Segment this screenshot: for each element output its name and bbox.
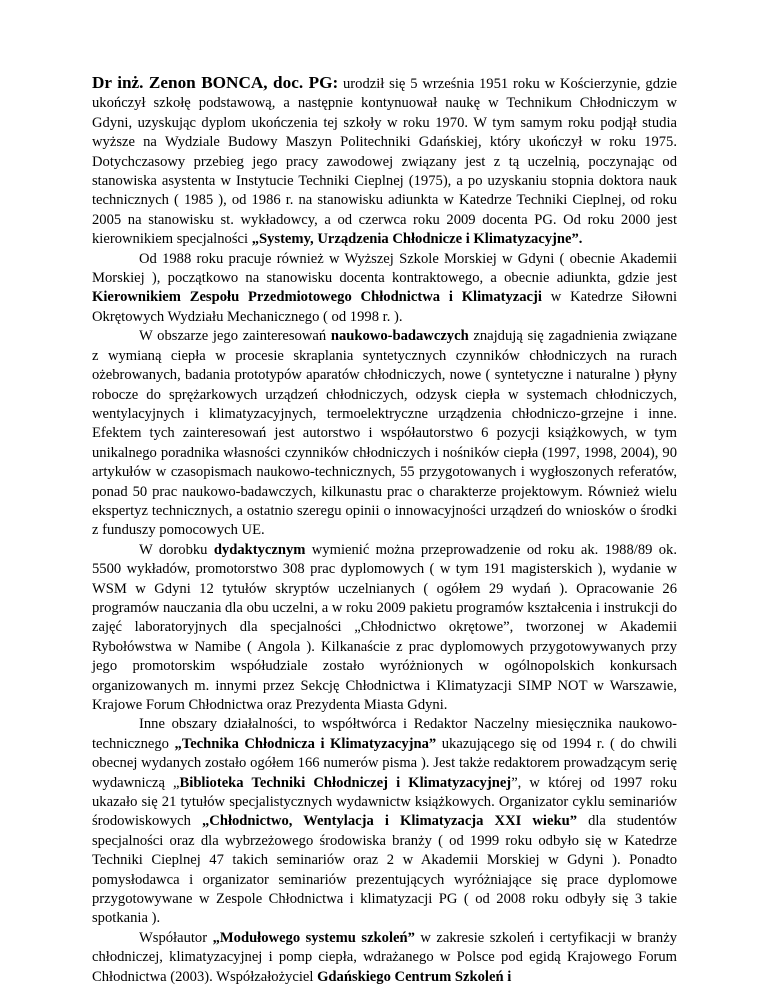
teaching-keyword: dydaktycznym <box>213 541 306 558</box>
book-series-name: Biblioteka Techniki Chłodniczej i Klimatyzacyjnej <box>179 774 512 791</box>
seminar-series-name: „Chłodnictwo, Wentylacja i Klimatyzacja XXI wieku” <box>202 813 577 830</box>
employment-text-1: Od 1988 roku pracuje również w Wyższej Szkole Morskiej w Gdyni ( obecnie Akademii Morskiej ), początkowo na stanowisku docenta kontraktowego, a obecnie adiunkta, gdzie jest <box>92 250 677 287</box>
research-keyword: naukowo-badawczych <box>330 328 469 345</box>
training-center-name: Gdańskiego Centrum Szkoleń i <box>317 968 512 985</box>
other-text-1: Inne obszary działalności, to współtwórca i Redaktor Naczelny miesięcznika naukowo-technicznego <box>92 716 677 752</box>
biography-intro-paragraph <box>92 73 677 250</box>
training-system-name: „Modułowego systemu szkoleń” <box>212 929 415 946</box>
journal-name: „Technika Chłodnicza i Klimatyzacyjna” <box>174 735 437 752</box>
research-text-1: W obszarze jego zainteresowań <box>139 328 331 345</box>
teaching-paragraph <box>92 541 677 716</box>
employment-text-2: w Katedrze Siłowni Okrętowych Wydziału Mechanicznego ( od 1998 r. ). <box>92 289 678 325</box>
specialty-name: „Systemy, Urządzenia Chłodnicze i Klimatyzacyjne”. <box>251 231 583 248</box>
training-text-1: Współautor <box>139 929 213 946</box>
other-text-3: ”, w której od 1997 roku ukazało się 21 tytułów specjalistycznych wydawnictw książkowych. Organizator cyklu seminariów środowiskowych <box>92 774 678 830</box>
intro-text: urodził się 5 września 1951 roku w Kościerzynie, gdzie ukończył szkołę podstawową, a następnie kontynuował naukę w Technikum Chłodniczym w Gdyni, uzyskując dyplom ukończenia tej szkoły w roku 1970. W tym samym roku podjął studia wyższe na Wydziale Budowy Maszyn Politechniki Gdańskiej, który ukończył w roku 1975. Dotychczasowy przebieg jego pracy zawodowej związany jest z tą uczelnią, poczynając od stanowiska asystenta w Instytucie Techniki Cieplnej (1975), a po uzyskaniu stopnia doktora nauk technicznych ( 1985 ), od 1986 r. na stanowisku adiunkta w Katedrze Techniki Cieplnej, od roku 2005 na stanowisku st. wykładowcy, a od czerwca roku 2009 docenta PG. Od roku 2000 jest kierownikiem specjalności <box>92 76 677 248</box>
teaching-text-1: W dorobku <box>139 541 214 558</box>
training-paragraph <box>92 929 677 987</box>
other-text-2: ukazującego się od 1994 r. ( do chwili obecnej wydanych zostało ogółem 166 numerów pisma ). Jest także redaktorem prowadzącym serię wydawniczą „ <box>92 735 677 791</box>
teaching-text-2: wymienić można przeprowadzenie od roku ak. 1988/89 ok. 5500 wykładów, promotorstwo 308 prac dyplomowych ( w tym 191 magisterskich ), wydanie w WSM w Gdyni 12 tytułów skryptów uczelnianych ( ogółem 29 wydań ). Opracowanie 26 programów nauczania dla obu uczelni, a w roku 2009 pakietu programów kształcenia i instrukcji do zajęć laboratoryjnych dla specjalności „Chłodnictwo okrętowe”, tworzonej w Akademii Rybołówstwa w Namibe ( Angola ). Kilkanaście z prac dyplomowych przygotowywanych przy jego promotorskim współudziale zostało wyróżnionych w ogólnopolskich konkursach organizowanych m. innymi przez Sekcję Chłodnictwa i Klimatyzacji SIMP NOT w Warszawie, Krajowe Forum Chłodnictwa oraz Prezydenta Miasta Gdyni. <box>92 541 677 713</box>
other-text-4: dla studentów specjalności oraz dla wybrzeżowego środowiska branży ( od 1999 roku odbyło się w Katedrze Techniki Cieplnej 47 takich seminariów oraz 2 w Akademii Morskiej w Gdyni ). Ponadto pomysłodawca i organizator seminariów prezentujących wyróżniające się prace dyplomowe przygotowywane w Zespole Chłodnictwa i klimatyzacji PG ( od 2008 roku odbyły się 3 takie spotkania ). <box>92 813 677 927</box>
author-name-heading: Dr inż. Zenon BONCA, doc. PG: <box>92 73 339 92</box>
research-text-2: znajdują się zagadnienia związane z wymianą ciepła w procesie skraplania syntetycznych czynników chłodniczych na rurach ożebrowanych, badania prototypów aparatów chłodniczych, nowe ( syntetyczne i naturalne ) płyny robocze do sprężarkowych urządzeń chłodniczych, odzysk ciepła w systemach chłodniczych, wentylacyjnych i klimatyzacyjnych, termoelektryczne urządzenia chłodniczo-grzejne i inne. Efektem tych zainteresowań jest autorstwo i współautorstwo 6 pozycji książkowych, w tym unikalnego poradnika własności czynników chłodniczych i nośników ciepła (1997, 1998, 2004), 90 artykułów w czasopismach naukowo-technicznych, 55 przygotowanych i wygłoszonych referatów, ponad 50 prac naukowo-badawczych, kilkunastu prac o charakterze projektowym. Również wielu ekspertyz technicznych, a ostatnio szeregu opinii o innowacyjności urządzeń do wniosków o środki z funduszy pomocowych UE. <box>92 328 677 539</box>
employment-paragraph <box>92 250 677 328</box>
training-text-2: w zakresie szkoleń i certyfikacji w branży chłodniczej, klimatyzacyjnej i pomp ciepła, wdrażanego w Polsce pod egidą Krajowego Forum Chłodnictwa (2003). Współzałożyciel <box>92 929 677 985</box>
team-leader-title: Kierownikiem Zespołu Przedmiotowego Chłodnictwa i Klimatyzacji <box>92 289 542 306</box>
research-paragraph <box>92 327 677 540</box>
other-activities-paragraph <box>92 715 677 928</box>
